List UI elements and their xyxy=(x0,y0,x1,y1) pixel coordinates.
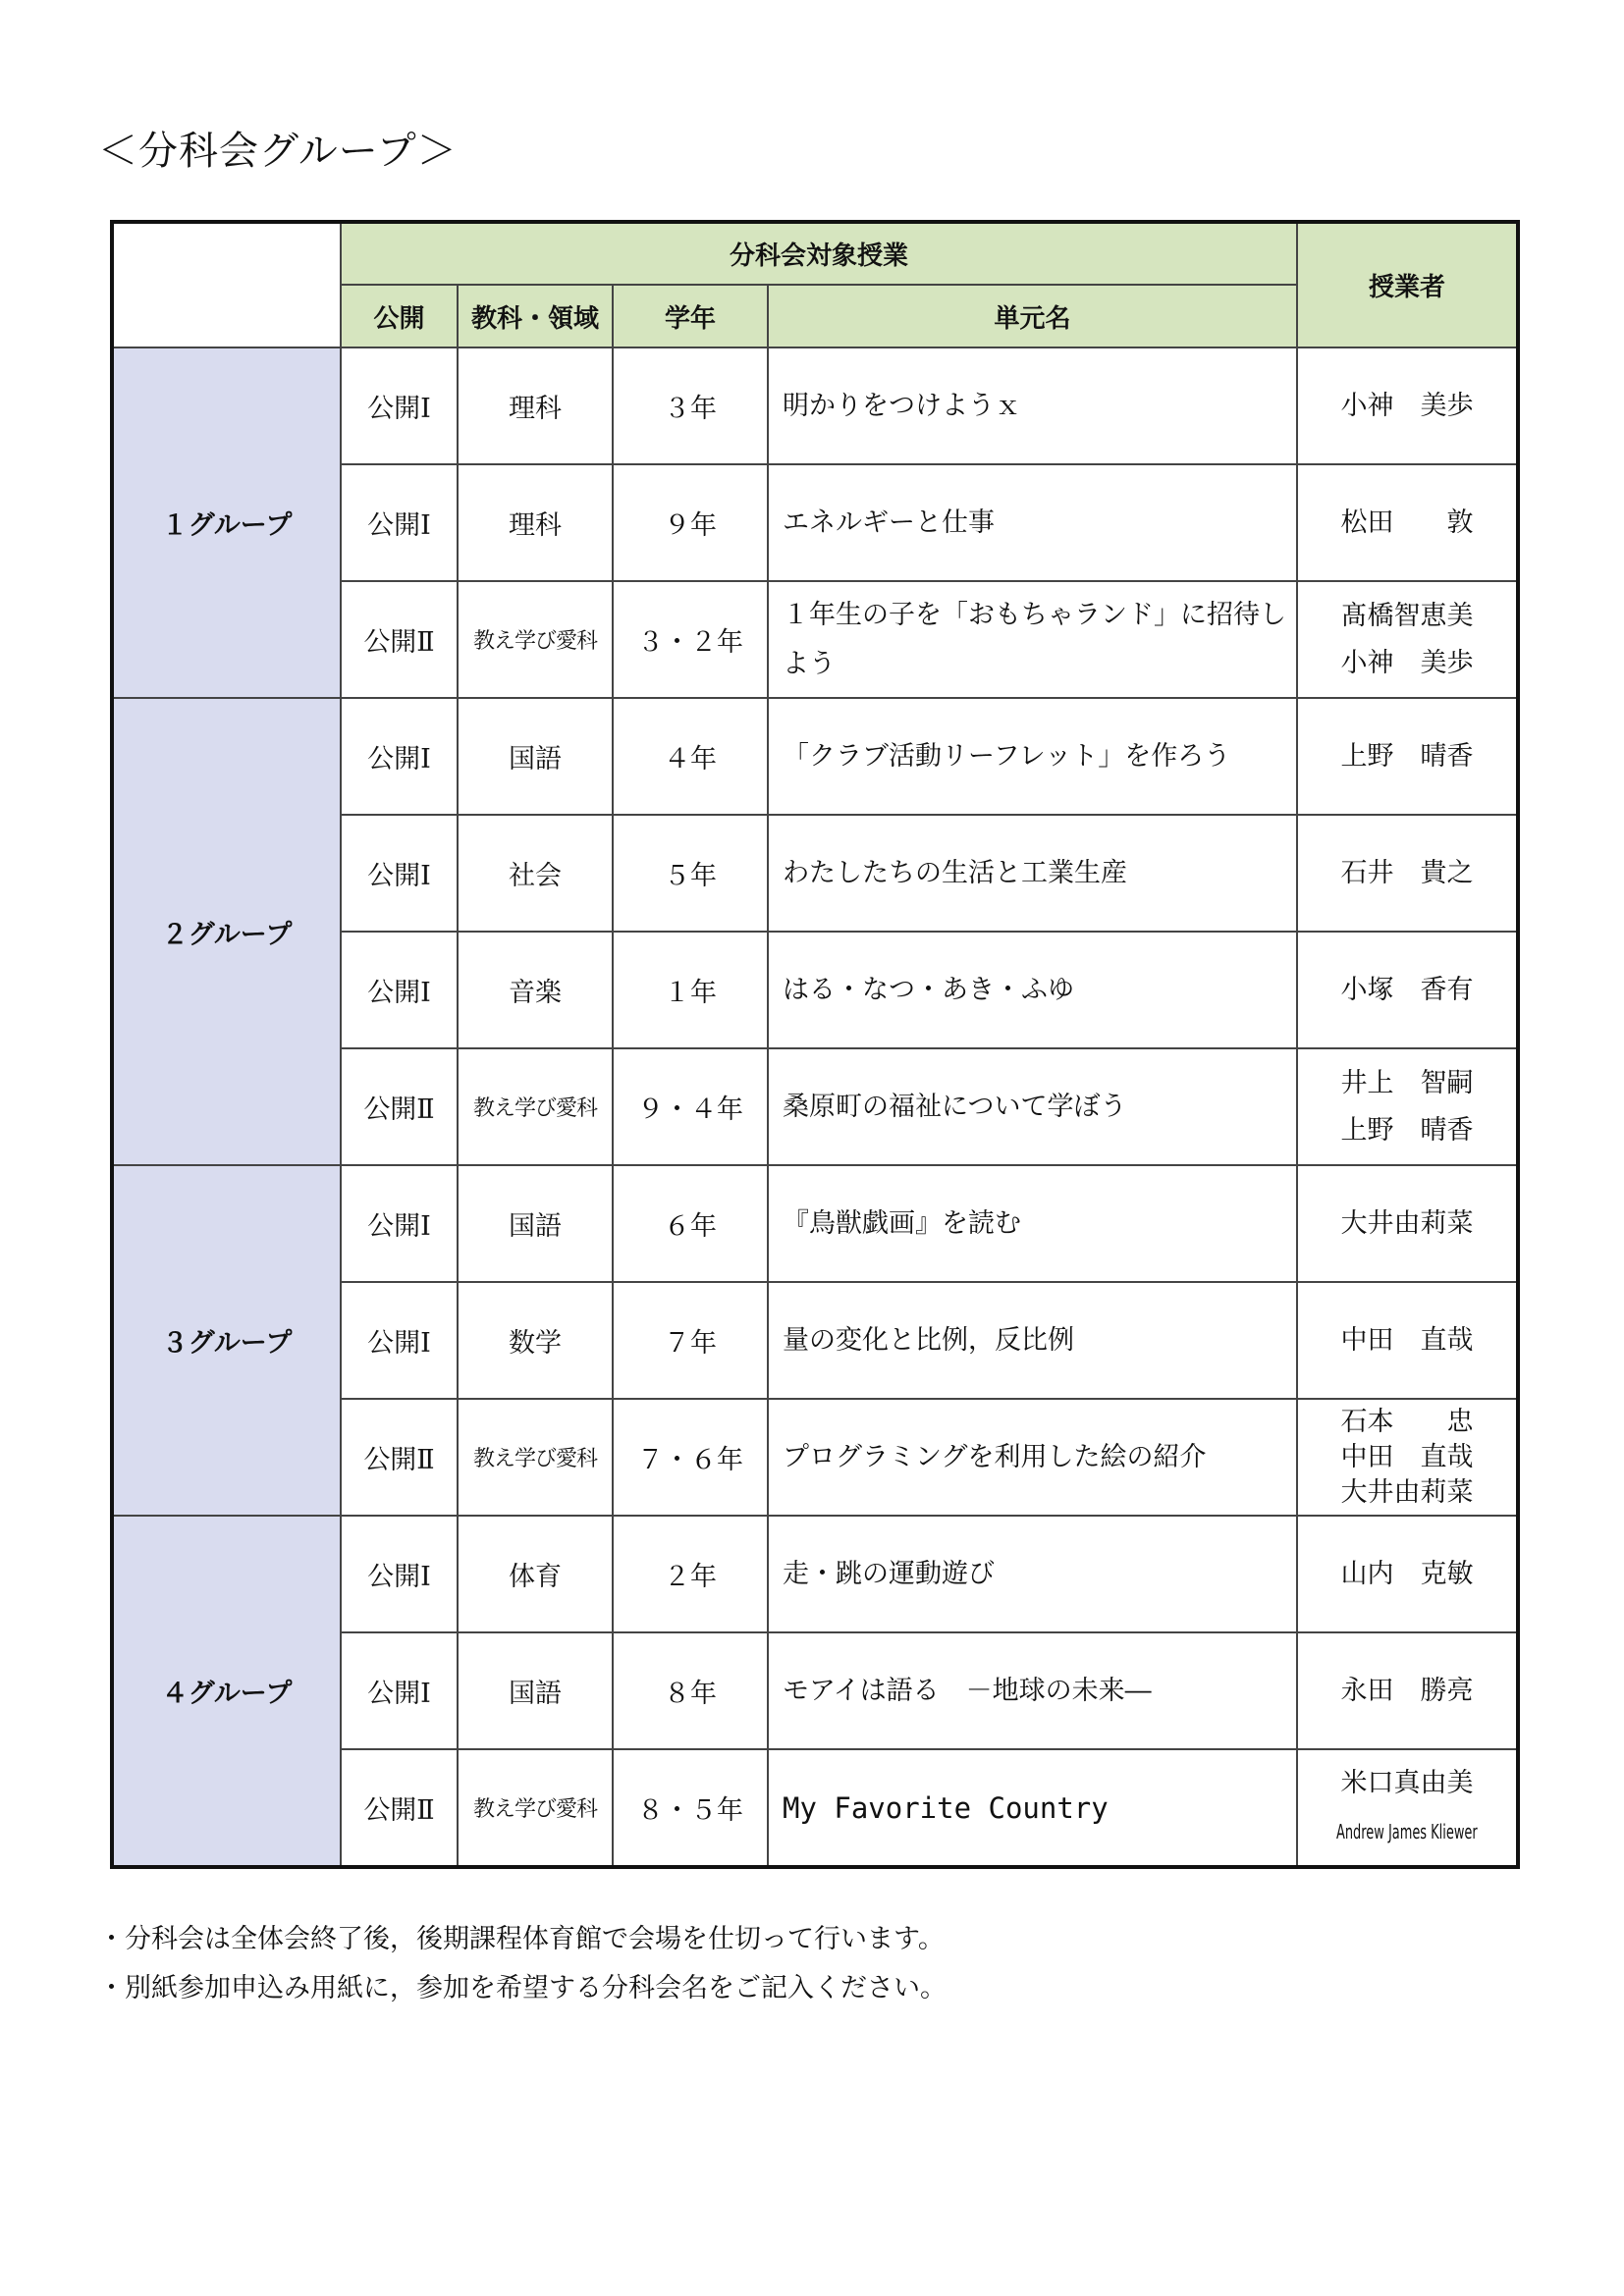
grade-cell: ３年 xyxy=(613,347,768,464)
grade-cell: ７年 xyxy=(613,1282,768,1399)
subject-cell: 体育 xyxy=(458,1516,613,1632)
group-table-body xyxy=(112,347,1518,1867)
public-cell: 公開Ⅱ xyxy=(341,1749,458,1867)
teacher-cell xyxy=(1297,1165,1518,1282)
public-cell: 公開Ⅰ xyxy=(341,464,458,581)
subject-cell: 教え学び愛科 xyxy=(458,1048,613,1165)
public-cell: 公開Ⅰ xyxy=(341,1282,458,1399)
public-cell: 公開Ⅰ xyxy=(341,1632,458,1749)
subject-cell: 教え学び愛科 xyxy=(458,1749,613,1867)
teacher-cell xyxy=(1297,698,1518,815)
teacher-name: 松田 敦 xyxy=(1340,507,1474,538)
note-item: ・分科会は全体会終了後，後期課程体育館で会場を仕切って行います。 xyxy=(98,1924,945,1954)
grade-cell: １年 xyxy=(613,932,768,1048)
subject-cell: 国語 xyxy=(458,698,613,815)
public-cell: 公開Ⅱ xyxy=(341,1399,458,1516)
grade-cell: ４年 xyxy=(613,698,768,815)
grade-cell: ３・２年 xyxy=(613,581,768,698)
public-cell: 公開Ⅰ xyxy=(341,1516,458,1632)
grade-cell: ６年 xyxy=(613,1165,768,1282)
teacher-name: 永田 勝亮 xyxy=(1340,1675,1474,1706)
group-label: ３グループ xyxy=(112,1165,341,1516)
public-cell: 公開Ⅱ xyxy=(341,1048,458,1165)
group-table xyxy=(110,220,1520,1869)
teacher-name: 小神 美歩 xyxy=(1340,390,1474,421)
group-label: １グループ xyxy=(112,347,341,698)
notes xyxy=(98,1924,947,2022)
teacher-cell xyxy=(1297,1749,1518,1867)
teacher-name: 山内 克敏 xyxy=(1340,1558,1474,1589)
header-subject: 教科・領域 xyxy=(458,285,613,347)
unit-cell: 走・跳の運動遊び xyxy=(768,1516,1297,1632)
subject-cell: 理科 xyxy=(458,464,613,581)
public-cell: 公開Ⅰ xyxy=(341,698,458,815)
unit-cell: 明かりをつけようｘ xyxy=(768,347,1297,464)
teacher-cell xyxy=(1297,1399,1518,1516)
teacher-cell xyxy=(1297,581,1518,698)
grade-cell: ２年 xyxy=(613,1516,768,1632)
group-label: ２グループ xyxy=(112,698,341,1165)
teacher-name: 石井 貴之 xyxy=(1340,857,1474,888)
teacher-cell xyxy=(1297,1516,1518,1632)
unit-cell: はる・なつ・あき・ふゆ xyxy=(768,932,1297,1048)
teacher-name: 髙橋智恵美 xyxy=(1340,600,1474,631)
grade-cell: ８・５年 xyxy=(613,1749,768,1867)
unit-cell: １年生の子を「おもちゃランド」に招待しよう xyxy=(768,581,1297,698)
note-item: ・別紙参加申込み用紙に，参加を希望する分科会名をご記入ください。 xyxy=(98,1973,947,2003)
teacher-cell xyxy=(1297,932,1518,1048)
subject-cell: 数学 xyxy=(458,1282,613,1399)
header-grade: 学年 xyxy=(613,285,768,347)
grade-cell: ７・６年 xyxy=(613,1399,768,1516)
unit-cell: わたしたちの生活と工業生産 xyxy=(768,815,1297,932)
teacher-name: 小神 美歩 xyxy=(1340,647,1474,678)
unit-cell: エネルギーと仕事 xyxy=(768,464,1297,581)
public-cell: 公開Ⅰ xyxy=(341,815,458,932)
grade-cell: ９・４年 xyxy=(613,1048,768,1165)
unit-cell: 桑原町の福祉について学ぼう xyxy=(768,1048,1297,1165)
table-row xyxy=(112,698,1518,815)
teacher-name: 石本 忠 xyxy=(1340,1406,1474,1437)
teacher-name: 井上 智嗣 xyxy=(1340,1067,1474,1098)
subject-cell: 理科 xyxy=(458,347,613,464)
teacher-name: 中田 直哉 xyxy=(1340,1441,1474,1472)
table-row xyxy=(112,347,1518,464)
subject-cell: 社会 xyxy=(458,815,613,932)
teacher-cell xyxy=(1297,347,1518,464)
unit-cell: 量の変化と比例，反比例 xyxy=(768,1282,1297,1399)
teacher-name: 小塚 香有 xyxy=(1340,974,1474,1005)
group-label: ４グループ xyxy=(112,1516,341,1867)
unit-cell: モアイは語る －地球の未来― xyxy=(768,1632,1297,1749)
teacher-name-latin: Andrew James Kliewer xyxy=(1336,1820,1478,1843)
public-cell: 公開Ⅰ xyxy=(341,1165,458,1282)
grade-cell: ９年 xyxy=(613,464,768,581)
teacher-name: 上野 晴香 xyxy=(1340,740,1474,772)
header-teacher: 授業者 xyxy=(1297,222,1518,347)
subject-cell: 音楽 xyxy=(458,932,613,1048)
subject-cell: 教え学び愛科 xyxy=(458,581,613,698)
subject-cell: 国語 xyxy=(458,1165,613,1282)
unit-cell: 「クラブ活動リーフレット」を作ろう xyxy=(768,698,1297,815)
header-target-lessons: 分科会対象授業 xyxy=(341,222,1297,285)
teacher-cell xyxy=(1297,1048,1518,1165)
page-title: ＜分科会グループ＞ xyxy=(98,129,458,174)
unit-cell: 『鳥獣戯画』を読む xyxy=(768,1165,1297,1282)
public-cell: 公開Ⅰ xyxy=(341,347,458,464)
subject-cell: 教え学び愛科 xyxy=(458,1399,613,1516)
unit-cell: プログラミングを利用した絵の紹介 xyxy=(768,1399,1297,1516)
header-public: 公開 xyxy=(341,285,458,347)
unit-cell: My Favorite Country xyxy=(768,1749,1297,1867)
header-unit: 単元名 xyxy=(768,285,1297,347)
teacher-cell xyxy=(1297,1282,1518,1399)
teacher-cell xyxy=(1297,464,1518,581)
teacher-cell xyxy=(1297,815,1518,932)
grade-cell: ８年 xyxy=(613,1632,768,1749)
header-blank-cell xyxy=(112,222,341,347)
table-row xyxy=(112,1165,1518,1282)
teacher-name: 大井由莉菜 xyxy=(1340,1207,1474,1239)
teacher-name: 米口真由美 xyxy=(1340,1768,1474,1798)
grade-cell: ５年 xyxy=(613,815,768,932)
teacher-name: 上野 晴香 xyxy=(1340,1114,1474,1146)
teacher-name: 大井由莉菜 xyxy=(1340,1476,1474,1508)
teacher-cell xyxy=(1297,1632,1518,1749)
subject-cell: 国語 xyxy=(458,1632,613,1749)
public-cell: 公開Ⅰ xyxy=(341,932,458,1048)
public-cell: 公開Ⅱ xyxy=(341,581,458,698)
teacher-name: 中田 直哉 xyxy=(1340,1324,1474,1356)
teacher-name xyxy=(1298,1807,1516,1855)
table-row xyxy=(112,1516,1518,1632)
